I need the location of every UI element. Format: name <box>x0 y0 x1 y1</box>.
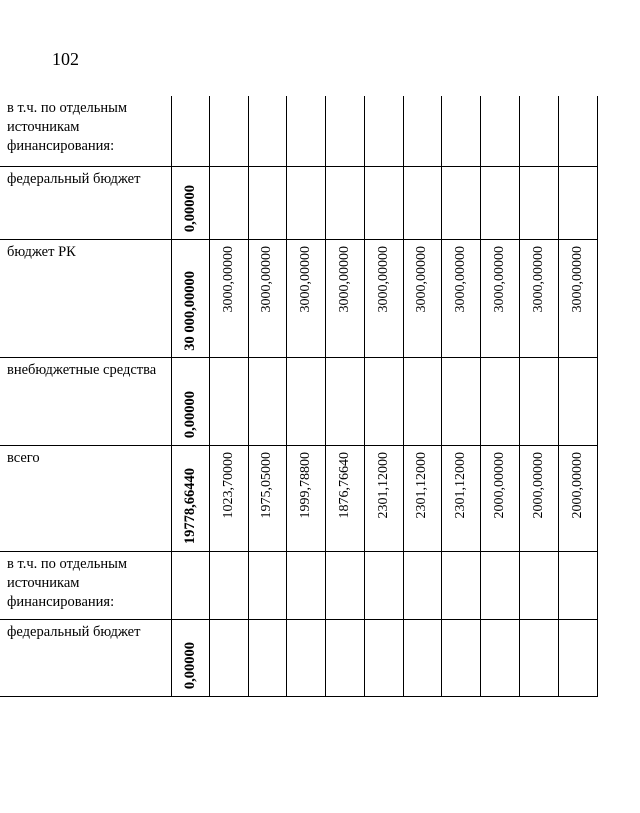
year-value-cell <box>441 239 480 357</box>
year-value-cell <box>558 551 597 619</box>
year-value-cell <box>403 96 441 166</box>
year-value-cell <box>248 551 286 619</box>
year-value: 3000,00000 <box>569 245 585 312</box>
year-value-cell <box>325 551 364 619</box>
row-label: всего <box>0 445 171 551</box>
year-value-cell <box>519 619 558 696</box>
year-value: 2301,12000 <box>414 451 429 518</box>
year-value-cell <box>480 239 519 357</box>
year-value-cell <box>209 357 248 445</box>
year-value-cell <box>558 357 597 445</box>
year-value-cell <box>558 166 597 239</box>
total-cell <box>171 96 209 166</box>
year-value-cell <box>558 96 597 166</box>
year-value-cell <box>325 239 364 357</box>
row-label: бюджет РК <box>0 239 171 357</box>
year-value: 3000,00000 <box>297 245 313 312</box>
year-value-cell <box>441 166 480 239</box>
table-row <box>0 445 597 551</box>
table-row <box>0 551 597 619</box>
year-value: 2000,00000 <box>569 451 585 518</box>
year-value-cell <box>519 96 558 166</box>
year-value-cell <box>209 445 248 551</box>
year-value-cell <box>403 166 441 239</box>
year-value: 3000,00000 <box>530 245 546 312</box>
year-value-cell <box>441 551 480 619</box>
year-value-cell <box>325 445 364 551</box>
year-value-cell <box>364 445 403 551</box>
year-value: 2000,00000 <box>530 451 546 518</box>
year-value-cell <box>209 96 248 166</box>
year-value: 3000,00000 <box>375 245 391 312</box>
year-value-cell <box>286 239 325 357</box>
year-value-cell <box>519 551 558 619</box>
year-value-cell <box>519 357 558 445</box>
table-body <box>0 96 597 696</box>
year-value: 2301,12000 <box>375 451 391 518</box>
year-value-cell <box>286 96 325 166</box>
total-cell <box>171 166 209 239</box>
year-value: 3000,00000 <box>336 245 352 312</box>
year-value: 3000,00000 <box>220 245 236 312</box>
year-value: 3000,00000 <box>414 245 429 312</box>
year-value-cell <box>286 357 325 445</box>
year-value: 1975,05000 <box>259 451 274 518</box>
table-row <box>0 357 597 445</box>
year-value-cell <box>325 96 364 166</box>
total-cell <box>171 357 209 445</box>
year-value: 3000,00000 <box>452 245 468 312</box>
year-value-cell <box>364 166 403 239</box>
year-value-cell <box>403 445 441 551</box>
year-value: 2301,12000 <box>452 451 468 518</box>
year-value-cell <box>325 357 364 445</box>
year-value-cell <box>209 551 248 619</box>
total-value: 0,00000 <box>182 185 198 233</box>
year-value-cell <box>248 239 286 357</box>
row-label: в т.ч. по отдельным источникам финансирования: <box>0 96 171 166</box>
year-value-cell <box>558 239 597 357</box>
year-value-cell <box>480 96 519 166</box>
year-value: 3000,00000 <box>491 245 507 312</box>
year-value-cell <box>364 619 403 696</box>
year-value: 1876,76640 <box>336 451 352 518</box>
year-value-cell <box>209 619 248 696</box>
year-value-cell <box>209 239 248 357</box>
year-value-cell <box>441 357 480 445</box>
year-value-cell <box>519 239 558 357</box>
table-row <box>0 619 597 696</box>
total-value: 0,00000 <box>182 391 198 439</box>
year-value-cell <box>364 551 403 619</box>
total-cell <box>171 551 209 619</box>
table-row <box>0 166 597 239</box>
year-value-cell <box>364 357 403 445</box>
year-value-cell <box>248 96 286 166</box>
year-value-cell <box>519 166 558 239</box>
year-value-cell <box>480 551 519 619</box>
year-value-cell <box>209 166 248 239</box>
table-row <box>0 239 597 357</box>
year-value-cell <box>480 357 519 445</box>
year-value: 2000,00000 <box>491 451 507 518</box>
year-value-cell <box>441 619 480 696</box>
year-value-cell <box>480 166 519 239</box>
year-value-cell <box>248 357 286 445</box>
year-value-cell <box>248 166 286 239</box>
year-value-cell <box>286 619 325 696</box>
year-value-cell <box>519 445 558 551</box>
year-value-cell <box>480 619 519 696</box>
table-row <box>0 96 597 166</box>
year-value-cell <box>364 239 403 357</box>
year-value-cell <box>441 96 480 166</box>
total-cell <box>171 239 209 357</box>
year-value-cell <box>403 619 441 696</box>
year-value: 1999,78800 <box>297 451 313 518</box>
row-label: в т.ч. по отдельным источникам финансирования: <box>0 551 171 619</box>
row-label: внебюджетные средства <box>0 357 171 445</box>
year-value-cell <box>325 166 364 239</box>
year-value-cell <box>558 619 597 696</box>
year-value-cell <box>286 551 325 619</box>
total-value: 30 000,00000 <box>182 270 198 351</box>
year-value-cell <box>286 445 325 551</box>
total-cell <box>171 619 209 696</box>
year-value-cell <box>480 445 519 551</box>
year-value-cell <box>286 166 325 239</box>
row-label: федеральный бюджет <box>0 166 171 239</box>
year-value-cell <box>403 357 441 445</box>
row-label: федеральный бюджет <box>0 619 171 696</box>
year-value: 1023,70000 <box>220 451 236 518</box>
year-value-cell <box>441 445 480 551</box>
page-number: 102 <box>52 49 79 69</box>
year-value-cell <box>403 551 441 619</box>
year-value: 3000,00000 <box>259 245 274 312</box>
year-value-cell <box>248 619 286 696</box>
financing-table <box>0 96 598 697</box>
year-value-cell <box>364 96 403 166</box>
year-value-cell <box>325 619 364 696</box>
total-cell <box>171 445 209 551</box>
year-value-cell <box>558 445 597 551</box>
total-value: 0,00000 <box>182 642 198 690</box>
year-value-cell <box>403 239 441 357</box>
total-value: 19778,66440 <box>182 468 198 545</box>
year-value-cell <box>248 445 286 551</box>
